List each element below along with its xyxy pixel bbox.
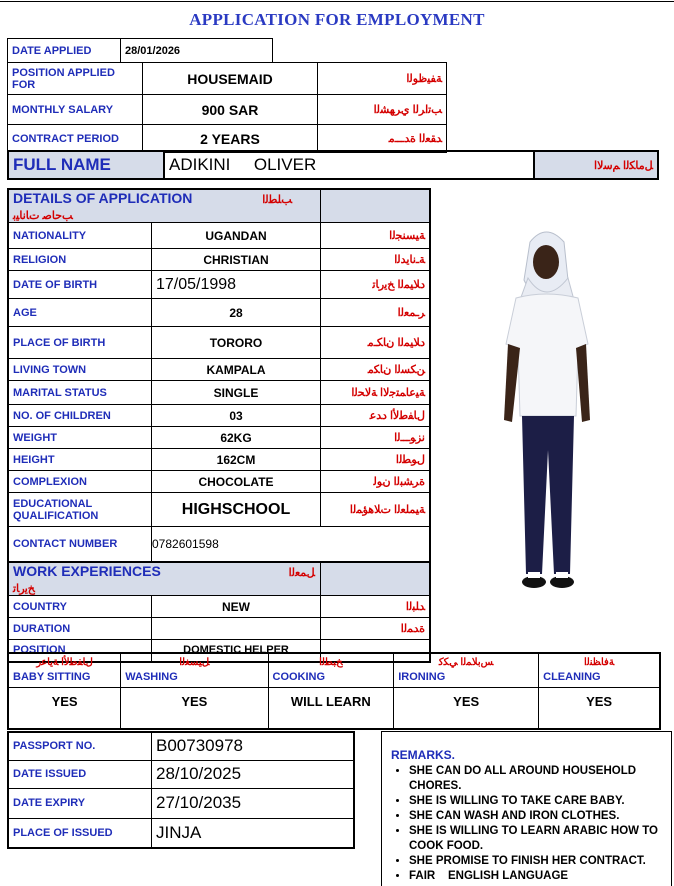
work-value: [152, 618, 321, 640]
skill-header: [394, 653, 539, 687]
date-applied-value: 28/01/2026: [121, 39, 273, 63]
passport-label: PASSPORT NO.: [8, 732, 152, 760]
skill-arabic: ﺲﺑﻼﻤﻟا ﻲﻜﻛ: [438, 657, 494, 669]
details-header-text: DETAILS OF APPLICATION: [13, 190, 193, 206]
details-row: [8, 299, 430, 327]
page-title: APPLICATION FOR EMPLOYMENT: [189, 10, 485, 29]
full-name-label: FULL NAME: [8, 151, 164, 179]
work-header-fill: [321, 562, 431, 596]
contract-label: CONTRACT PERIOD: [8, 125, 143, 153]
passport-label: DATE ISSUED: [8, 760, 152, 788]
details-arabic: ﺔﻴﻤﻠﻌﻟا تﻼﻫﺆﻤﻟا: [321, 493, 431, 527]
skill-label: IRONING: [398, 671, 446, 684]
contract-value: 2 YEARS: [143, 125, 318, 153]
skill-header: [539, 653, 660, 687]
work-label: COUNTRY: [8, 596, 152, 618]
details-value: UGANDAN: [152, 223, 321, 249]
details-label: LIVING TOWN: [8, 359, 152, 381]
skill-header: [268, 653, 394, 687]
details-label: COMPLEXION: [8, 471, 152, 493]
details-arabic: ﺔﻴﻋﺎﻤﺘﺟﻻا ﺔﻟﺎﺤﻟا: [321, 381, 431, 405]
passport-table: [7, 731, 355, 849]
details-value: SINGLE: [152, 381, 321, 405]
remark-item: • SHE CAN DO ALL AROUND HOUSEHOLD CHORES.: [409, 764, 665, 794]
last-name: OLIVER: [253, 155, 317, 174]
details-value: 17/05/1998: [152, 271, 321, 299]
first-name: ADIKINI: [169, 155, 231, 174]
work-value: NEW: [152, 596, 321, 618]
work-label: POSITION: [8, 640, 152, 662]
details-arabic: دﻼﻴﻤﻟا ﺦﻳرﺎﺗ: [321, 271, 431, 299]
details-row: [8, 471, 430, 493]
details-arabic: ةﺮﺸﺒﻟا نﻮﻟ: [321, 471, 431, 493]
details-label: EDUCATIONAL QUALIFICATION: [8, 493, 152, 527]
remarks-box: [381, 731, 672, 886]
passport-value: JINJA: [152, 818, 355, 848]
details-label: CONTACT NUMBER: [8, 527, 152, 563]
details-arabic: نزﻮـــﻟا: [321, 427, 431, 449]
details-value: 03: [152, 405, 321, 427]
salary-label: MONTHLY SALARY: [8, 95, 143, 125]
remark-item: • SHE CAN WASH AND IRON CLOTHES.: [409, 809, 665, 824]
position-arabic: ﺔﻔﻴﻇﻮﻟا: [318, 63, 447, 95]
work-header: [8, 562, 321, 596]
position-value: HOUSEMAID: [143, 63, 318, 95]
passport-row: [8, 760, 354, 788]
contract-arabic: ﺪﻘﻌﻟا ةﺪـــﻣ: [318, 125, 447, 153]
details-table: [7, 188, 431, 564]
skill-arabic: ﺔﻓﺎﻈﻨﻟا: [583, 657, 615, 669]
details-row: [8, 493, 430, 527]
details-label: HEIGHT: [8, 449, 152, 471]
skill-header: [121, 653, 268, 687]
details-row: [8, 405, 430, 427]
details-label: NATIONALITY: [8, 223, 152, 249]
details-label: PLACE OF BIRTH: [8, 327, 152, 359]
details-header: [8, 189, 321, 223]
work-header-arabic: ﻞﻤﻌﻟا ﺦﻳرﺎﺗ: [13, 567, 315, 595]
passport-label: DATE EXPIRY: [8, 788, 152, 818]
details-arabic: ﺔﻴﺴﻨﺠﻟا: [321, 223, 431, 249]
skill-label: COOKING: [272, 671, 326, 684]
skill-label: WASHING: [125, 671, 178, 684]
details-label: AGE: [8, 299, 152, 327]
passport-value: 28/10/2025: [152, 760, 355, 788]
work-label: DURATION: [8, 618, 152, 640]
passport-value: 27/10/2035: [152, 788, 355, 818]
passport-value: B00730978: [152, 732, 355, 760]
details-arabic: ﺮـﻤﻌﻟا: [321, 299, 431, 327]
skill-value: YES: [8, 687, 121, 729]
applicant-photo: [490, 220, 610, 610]
details-header-fill: [321, 189, 431, 223]
details-row: [8, 359, 430, 381]
details-arabic: لﻮﻄﻟا: [321, 449, 431, 471]
details-value: TORORO: [152, 327, 321, 359]
position-table: [7, 62, 447, 153]
remark-item: • SHE IS WILLING TO TAKE CARE BABY.: [409, 794, 665, 809]
details-arabic: لﺎﻔﻃﻷا دﺪﻋ: [321, 405, 431, 427]
details-value: CHRISTIAN: [152, 249, 321, 271]
salary-value: 900 SAR: [143, 95, 318, 125]
salary-arabic: ﺐﺗاﺮﻟا يﺮﻬﺸﻟا: [318, 95, 447, 125]
work-value: DOMESTIC HELPER: [152, 640, 321, 662]
details-label: MARITAL STATUS: [8, 381, 152, 405]
details-label: NO. OF CHILDREN: [8, 405, 152, 427]
details-row: [8, 427, 430, 449]
details-arabic: دﻼﻴﻤﻟا نﺎﻜـﻣ: [321, 327, 431, 359]
passport-row: [8, 732, 354, 760]
details-value: HIGHSCHOOL: [152, 493, 321, 527]
skills-table: [7, 652, 661, 730]
skill-label: BABY SITTING: [13, 671, 91, 684]
details-row: [8, 327, 430, 359]
remark-item: • SHE IS WILLING TO LEARN ARABIC HOW TO COOK FOOD.: [409, 824, 665, 854]
full-name-value: [164, 151, 534, 179]
details-header-arabic: ﺐﻠﻄﻟا ﺐﺣﺎﺻ تﺎﻧﺎﻴﺑ: [13, 194, 293, 222]
details-value: 62KG: [152, 427, 321, 449]
details-arabic: ﺔـﻧﺎﻳﺪﻟا: [321, 249, 431, 271]
skill-value: YES: [539, 687, 660, 729]
details-value: 162CM: [152, 449, 321, 471]
skill-arabic: ﺦﺒﻄﻟا: [319, 657, 343, 669]
details-value: CHOCOLATE: [152, 471, 321, 493]
details-row: [8, 271, 430, 299]
remarks-list: [391, 764, 665, 884]
details-value: KAMPALA: [152, 359, 321, 381]
passport-label: PLACE OF ISSUED: [8, 818, 152, 848]
date-applied-table: [7, 38, 273, 63]
full-name-table: [7, 150, 659, 180]
skill-value: WILL LEARN: [268, 687, 394, 729]
details-row: [8, 381, 430, 405]
remark-item: • FAIR ENGLISH LANGUAGE: [409, 869, 665, 884]
remark-item: • SHE PROMISE TO FINISH HER CONTRACT.: [409, 854, 665, 869]
remarks-title: REMARKS.: [391, 748, 456, 762]
skill-arabic: ﻞﻴﺴﻐﻟا: [179, 657, 210, 669]
top-rule: [0, 1, 674, 2]
details-value: 0782601598: [152, 527, 431, 563]
details-label: RELIGION: [8, 249, 152, 271]
skill-header: [8, 653, 121, 687]
work-arabic: ﺪﻠﺒﻟا: [321, 596, 431, 618]
details-row: [8, 527, 430, 563]
details-value: 28: [152, 299, 321, 327]
details-label: WEIGHT: [8, 427, 152, 449]
date-applied-label: DATE APPLIED: [8, 39, 121, 63]
skill-value: YES: [394, 687, 539, 729]
work-arabic: ةﺪﻤﻟا: [321, 618, 431, 640]
work-row: [8, 618, 430, 640]
details-row: [8, 249, 430, 271]
details-label: DATE OF BIRTH: [8, 271, 152, 299]
work-row: [8, 596, 430, 618]
position-label: POSITION APPLIED FOR: [8, 63, 143, 95]
skill-label: CLEANING: [543, 671, 601, 684]
skill-arabic: لﺎﻔﻃﻷا ﺔﻳﺎﻋر: [36, 657, 93, 669]
details-row: [8, 449, 430, 471]
work-header-text: WORK EXPERIENCES: [13, 563, 161, 579]
full-name-arabic: ﻞﻣﺎﻜﻟا ﻢﺳﻻا: [534, 151, 658, 179]
work-table: [7, 561, 431, 663]
passport-row: [8, 818, 354, 848]
details-row: [8, 223, 430, 249]
skill-value: YES: [121, 687, 268, 729]
details-arabic: ﻦﻜﺴﻟا نﺎﻜﻣ: [321, 359, 431, 381]
passport-row: [8, 788, 354, 818]
